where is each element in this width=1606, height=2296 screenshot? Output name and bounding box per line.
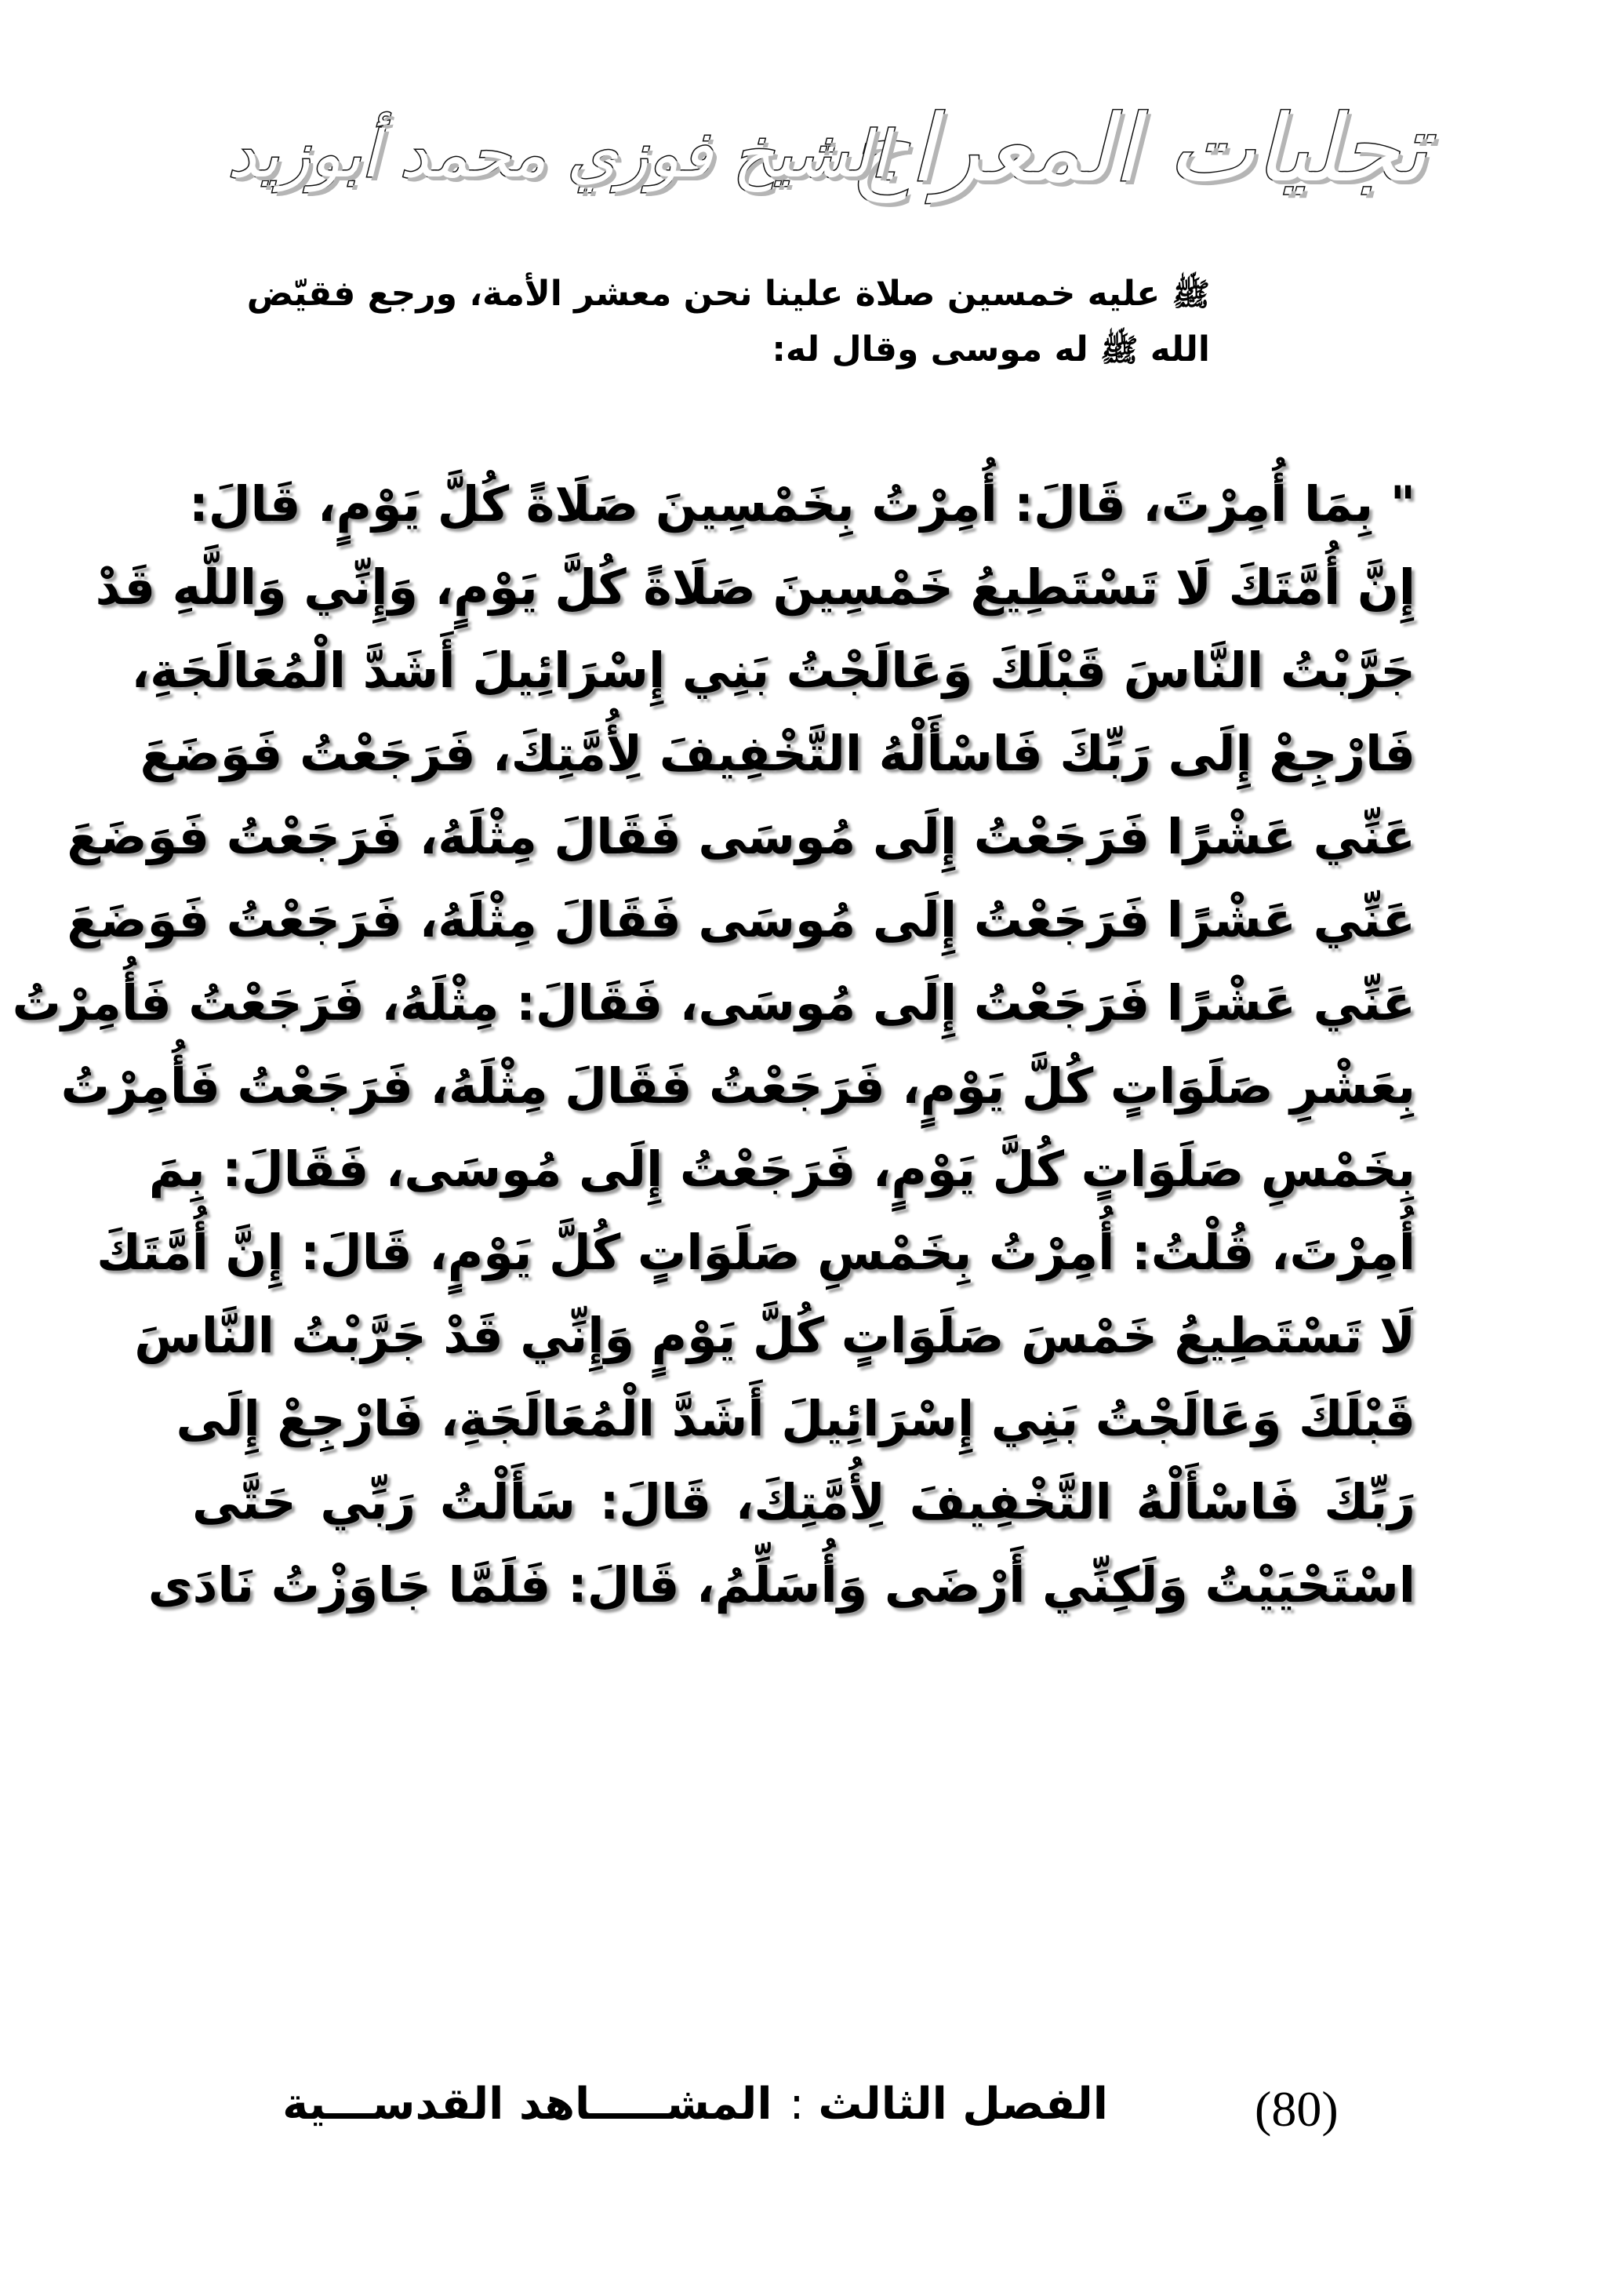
intro-line-2-end: له موسى وقال له: <box>772 329 1088 369</box>
hadith-line: عَنِّي عَشْرًا فَرَجَعْتُ إِلَى مُوسَى فَقَالَ مِثْلَهُ، فَرَجَعْتُ فَوَضَعَ <box>67 808 1415 865</box>
book-title-calligraphy: تجليات المعراج <box>849 94 1427 202</box>
hadith-text <box>12 463 1415 1627</box>
honorific-glyph: ﷺ <box>1172 276 1210 313</box>
page-number: (80) <box>1255 2081 1339 2137</box>
intro-line-1-text: عليه خمسين صلاة علينا نحن معشر الأمة، ورجع فقيّض <box>246 274 1161 314</box>
honorific-glyph: ﷺ <box>1100 332 1139 369</box>
hadith-line: عَنِّي عَشْرًا فَرَجَعْتُ إِلَى مُوسَى فَقَالَ مِثْلَهُ، فَرَجَعْتُ فَوَضَعَ <box>67 891 1415 948</box>
hadith-line: عَنِّي عَشْرًا فَرَجَعْتُ إِلَى مُوسَى، فَقَالَ: مِثْلَهُ، فَرَجَعْتُ فَأُمِرْتُ <box>12 974 1415 1032</box>
hadith-line: قَبْلَكَ وَعَالَجْتُ بَنِي إِسْرَائِيلَ أَشَدَّ الْمُعَالَجَةِ، فَارْجِعْ إِلَى <box>176 1390 1415 1447</box>
hadith-line: بِخَمْسِ صَلَوَاتٍ كُلَّ يَوْمٍ، فَرَجَعْتُ إِلَى مُوسَى، فَقَالَ: بِمَ <box>148 1141 1415 1198</box>
hadith-line: فَارْجِعْ إِلَى رَبِّكَ فَاسْأَلْهُ التَّخْفِيفَ لِأُمَّتِكَ، فَرَجَعْتُ فَوَضَعَ <box>140 725 1415 782</box>
chapter-title: المشـــــاهد القدســـية <box>282 2079 772 2130</box>
hadith-line: رَبِّكَ فَاسْأَلْهُ التَّخْفِيفَ لِأُمَّتِكَ، قَالَ: سَأَلْتُ رَبِّي حَتَّى <box>192 1473 1415 1530</box>
intro-paragraph <box>230 267 1210 378</box>
hadith-line: اسْتَحْيَيْتُ وَلَكِنِّي أَرْضَى وَأُسَلِّمُ، قَالَ: فَلَمَّا جَاوَزْتُ نَادَى <box>147 1556 1415 1614</box>
intro-line-1 <box>230 267 1210 322</box>
hadith-line: لَا تَسْتَطِيعُ خَمْسَ صَلَوَاتٍ كُلَّ يَوْمٍ وَإِنِّي قَدْ جَرَّبْتُ النَّاسَ <box>134 1307 1415 1364</box>
hadith-line: بِعَشْرِ صَلَوَاتٍ كُلَّ يَوْمٍ، فَرَجَعْتُ فَقَالَ مِثْلَهُ، فَرَجَعْتُ فَأُمِرْتُ <box>60 1057 1415 1115</box>
hadith-line: أُمِرْتَ، قُلْتُ: أُمِرْتُ بِخَمْسِ صَلَوَاتٍ كُلَّ يَوْمٍ، قَالَ: إِنَّ أُمَّتَكَ <box>96 1224 1415 1281</box>
intro-line-2-start: الله <box>1150 329 1210 369</box>
page-header <box>227 86 1427 235</box>
intro-line-2 <box>230 322 1210 378</box>
chapter-separator: : <box>789 2079 805 2130</box>
chapter-heading <box>282 2079 1108 2130</box>
hadith-line: جَرَّبْتُ النَّاسَ قَبْلَكَ وَعَالَجْتُ بَنِي إِسْرَائِيلَ أَشَدَّ الْمُعَالَجَةِ، <box>131 642 1415 699</box>
chapter-label: الفصل الثالث <box>818 2079 1108 2130</box>
page-footer <box>0 2071 1606 2165</box>
author-name-calligraphy: الشيخ فوزي محمد أبوزيد <box>227 118 888 192</box>
hadith-line: إِنَّ أُمَّتَكَ لَا تَسْتَطِيعُ خَمْسِينَ صَلَاةً كُلَّ يَوْمٍ، وَإِنِّي وَاللَّهِ قَدْ <box>95 559 1415 616</box>
hadith-line: " بِمَا أُمِرْتَ، قَالَ: أُمِرْتُ بِخَمْسِينَ صَلَاةً كُلَّ يَوْمٍ، قَالَ: <box>188 475 1415 533</box>
